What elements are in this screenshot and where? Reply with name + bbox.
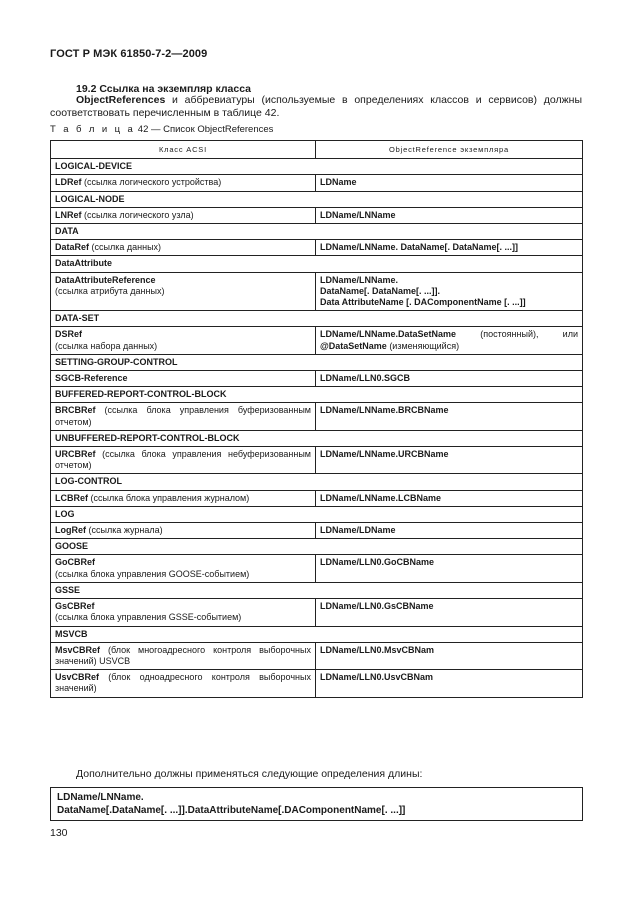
object-reference-cell (316, 670, 583, 697)
object-reference-cell (316, 555, 583, 582)
reference-part: (постоянный), или (456, 329, 578, 340)
table-row (51, 642, 583, 669)
table-row (51, 555, 583, 582)
reference-line: LDName/LLN0.GoCBName (320, 557, 435, 568)
table-section-row (51, 626, 583, 642)
acsi-class-cell (51, 447, 316, 474)
object-reference-cell (316, 447, 583, 474)
section-title-cell: UNBUFFERED-REPORT-CONTROL-BLOCK (51, 430, 583, 446)
acsi-class-cell (51, 207, 316, 223)
reference-part: LDName/LNName.DataSetName (320, 329, 457, 340)
reference-line: LDName/LNName.BRCBName (320, 405, 449, 416)
class-description: (ссылка журнала) (86, 525, 163, 536)
acsi-class-cell (51, 175, 316, 191)
section-title-cell: LOG (51, 506, 583, 522)
table-row (51, 403, 583, 430)
table-section-row (51, 191, 583, 207)
reference-line: LDName/LNName. (320, 274, 399, 285)
class-name: DataRef (55, 242, 90, 253)
reference-line: LDName/LLN0.MsvCBNam (320, 644, 435, 655)
box-line: DataName[.DataName[. ...]].DataAttributeName[.DAComponentName[. ...]] (57, 805, 406, 816)
class-name: LNRef (55, 209, 82, 220)
intro-text: и аббревиатуры (используемые в определениях классов и сервисов) должны соответствовать перечисленным в таблице 42. (50, 94, 582, 119)
acsi-class-cell (51, 599, 316, 626)
intro-term: ObjectReferences (76, 94, 166, 106)
table-row (51, 523, 583, 539)
class-name: DSRef (55, 329, 83, 340)
section-title-cell: DATA (51, 224, 583, 240)
table-section-row (51, 256, 583, 272)
class-description: (блок одноадресного контроля выборочных значений) (55, 672, 311, 694)
reference-line: LDName/LNName.LCBName (320, 492, 442, 503)
table-section-row (51, 311, 583, 327)
acsi-class-cell (51, 371, 316, 387)
box-line: LDName/LNName. (57, 792, 144, 803)
reference-line: Data AttributeName [. DAComponentName [. ...]] (320, 297, 526, 308)
acsi-class-cell (51, 240, 316, 256)
section-title-cell: DATA-SET (51, 311, 583, 327)
table-row (51, 272, 583, 311)
object-reference-cell (316, 327, 583, 354)
table-row (51, 447, 583, 474)
caption-text: 42 — Список ObjectReferences (135, 124, 274, 135)
class-name: DataAttributeReference (55, 274, 156, 285)
class-name: LCBRef (55, 492, 88, 503)
class-name: BRCBRef (55, 405, 96, 416)
acsi-class-cell (51, 490, 316, 506)
section-title-cell: BUFFERED-REPORT-CONTROL-BLOCK (51, 387, 583, 403)
class-description: (блок многоадресного контроля выборочных значений) USVCB (55, 644, 311, 666)
table-row (51, 240, 583, 256)
section-title-cell: LOGICAL-NODE (51, 191, 583, 207)
acsi-class-cell (51, 670, 316, 697)
class-name: MsvCBRef (55, 644, 101, 655)
length-definitions-box (50, 787, 583, 821)
table-section-row (51, 474, 583, 490)
class-name: URCBRef (55, 449, 96, 460)
reference-line: DataName[. DataName[. ...]]. (320, 285, 441, 296)
table-header-row (51, 141, 583, 159)
class-description: (ссылка блока управления GSSE-событием) (55, 612, 242, 623)
document-header: ГОСТ Р МЭК 61850-7-2—2009 (50, 48, 208, 60)
object-reference-cell (316, 240, 583, 256)
reference-line: LDName/LDName (320, 525, 396, 536)
section-title-cell: GSSE (51, 582, 583, 598)
col-header-acsi-class: Класс ACSI (51, 141, 316, 159)
table-row (51, 371, 583, 387)
class-name: SGCB-Reference (55, 373, 128, 384)
class-description: (ссылка логического узла) (81, 209, 194, 220)
reference-line: LDName/LLN0.GsCBName (320, 601, 434, 612)
class-description: (ссылка набора данных) (55, 340, 158, 351)
table-section-row (51, 506, 583, 522)
acsi-class-cell (51, 555, 316, 582)
reference-part: (изменяющийся) (386, 340, 460, 351)
table-caption (50, 124, 273, 135)
table-row (51, 599, 583, 626)
table-row (51, 207, 583, 223)
reference-line: LDName/LLN0.SGCB (320, 373, 411, 384)
class-name: UsvCBRef (55, 672, 100, 683)
section-title: 19.2 Ссылка на экземпляр класса (76, 83, 251, 95)
table-section-row (51, 159, 583, 175)
class-name: LDRef (55, 177, 82, 188)
object-reference-cell (316, 490, 583, 506)
class-description: (ссылка блока управления журналом) (88, 492, 250, 503)
table-row (51, 327, 583, 354)
table-row (51, 670, 583, 697)
reference-line: LDName (320, 177, 357, 188)
class-description: (ссылка данных) (89, 242, 162, 253)
section-title-cell: DataAttribute (51, 256, 583, 272)
section-title-cell: MSVCB (51, 626, 583, 642)
table-section-row (51, 354, 583, 370)
class-description: (ссылка логического устройства) (81, 177, 222, 188)
object-reference-cell (316, 642, 583, 669)
class-name: GoCBRef (55, 557, 95, 568)
reference-line: LDName/LLN0.UsvCBNam (320, 672, 434, 683)
acsi-class-cell (51, 642, 316, 669)
reference-line: LDName/LNName.URCBName (320, 449, 449, 460)
table-row (51, 490, 583, 506)
class-name: GsCBRef (55, 601, 95, 612)
object-reference-cell (316, 523, 583, 539)
acsi-class-cell (51, 403, 316, 430)
table-section-row (51, 224, 583, 240)
table-section-row (51, 387, 583, 403)
page-number: 130 (50, 827, 68, 839)
acsi-class-cell (51, 327, 316, 354)
table-section-row (51, 430, 583, 446)
reference-line: LDName/LNName. DataName[. DataName[. ...]] (320, 242, 519, 253)
caption-prefix: Т а б л и ц а (50, 124, 136, 135)
table-body (51, 159, 583, 697)
class-description: (ссылка блока управления небуферизованным отчетом) (55, 449, 311, 471)
object-reference-cell (316, 371, 583, 387)
class-description: (ссылка атрибута данных) (55, 285, 165, 296)
table-row (51, 175, 583, 191)
object-reference-cell (316, 599, 583, 626)
object-reference-cell (316, 207, 583, 223)
section-title-cell: GOOSE (51, 539, 583, 555)
section-title-cell: LOGICAL-DEVICE (51, 159, 583, 175)
table-section-row (51, 582, 583, 598)
intro-paragraph (50, 94, 582, 120)
additional-definitions-text: Дополнительно должны применяться следующие определения длины: (76, 768, 423, 780)
class-description: (ссылка блока управления буферизованным отчетом) (55, 405, 311, 427)
acsi-class-cell (51, 272, 316, 311)
object-references-table (50, 140, 583, 698)
col-header-object-reference: ObjectReference экземпляра (316, 141, 583, 159)
reference-part: @DataSetName (320, 340, 387, 351)
section-title-cell: SETTING-GROUP-CONTROL (51, 354, 583, 370)
class-description: (ссылка блока управления GOOSE-событием) (55, 568, 250, 579)
object-reference-cell (316, 272, 583, 311)
table-section-row (51, 539, 583, 555)
object-reference-cell (316, 403, 583, 430)
section-title-cell: LOG-CONTROL (51, 474, 583, 490)
object-reference-cell (316, 175, 583, 191)
acsi-class-cell (51, 523, 316, 539)
class-name: LogRef (55, 525, 86, 536)
reference-line: LDName/LNName (320, 209, 396, 220)
